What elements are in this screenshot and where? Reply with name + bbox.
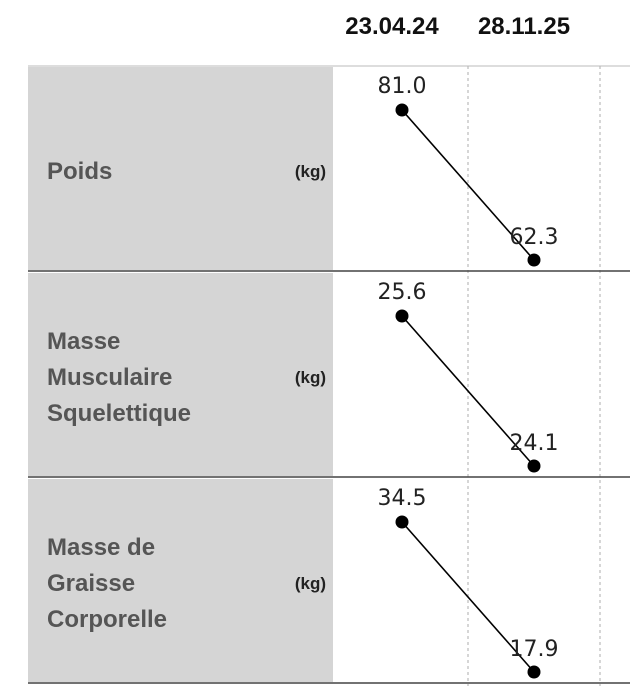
metric-row (28, 66, 630, 271)
data-value-label: 34.5 (377, 486, 427, 511)
grid-layer (468, 66, 600, 686)
metric-name-line: Corporelle (47, 606, 168, 633)
date-header (345, 13, 570, 40)
metric-name-line: Poids (47, 158, 113, 185)
date-column-header: 28.11.25 (477, 13, 571, 40)
metric-rows (28, 66, 630, 683)
data-value-label: 24.1 (509, 431, 559, 456)
metric-name-line: Masse de (47, 534, 156, 561)
metric-unit: (kg) (294, 162, 326, 181)
metric-unit: (kg) (294, 574, 326, 593)
data-point-marker (528, 666, 541, 679)
metric-row (28, 479, 630, 683)
data-point-marker (528, 460, 541, 473)
metric-name-line: Musculaire (47, 364, 173, 391)
data-point-marker (396, 516, 409, 529)
data-value-label: 81.0 (377, 74, 427, 99)
data-point-marker (396, 310, 409, 323)
data-value-label: 17.9 (509, 637, 559, 662)
metric-name-line: Graisse (47, 570, 136, 597)
data-value-label: 62.3 (509, 225, 559, 250)
data-value-label: 25.6 (377, 280, 427, 305)
metric-unit: (kg) (294, 368, 326, 387)
date-column-header: 23.04.24 (345, 13, 439, 40)
metric-name-line: Masse (47, 328, 121, 355)
metric-name-line: Squelettique (47, 400, 192, 427)
data-point-marker (396, 104, 409, 117)
metric-row (28, 273, 630, 477)
data-point-marker (528, 254, 541, 267)
